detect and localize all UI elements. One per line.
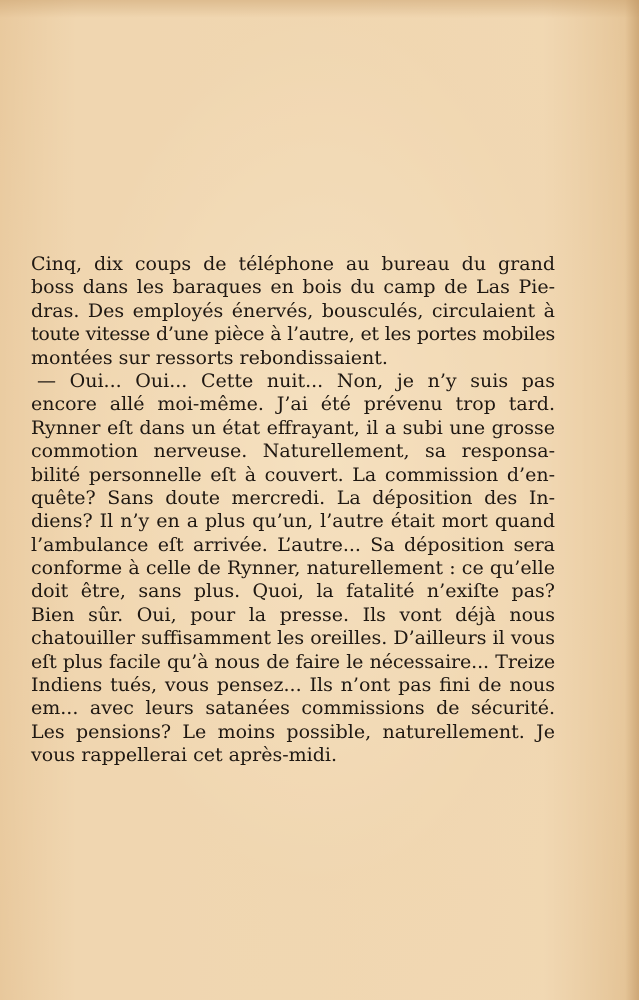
text-line: — Oui... Oui... Cette nuit... Non, je n’y suis pas <box>37 369 555 392</box>
text-line: conforme à celle de Rynner, naturellement : ce qu’elle <box>31 557 555 580</box>
text-line: bilité personnelle eſt à couvert. La commission d’en- <box>31 463 555 486</box>
text-line: doit être, sans plus. Quoi, la fatalité n’exiſte pas? <box>31 580 555 603</box>
body-text <box>31 253 555 768</box>
text-line: Les pensions? Le moins possible, naturellement. Je <box>31 720 555 743</box>
text-line: Bien sûr. Oui, pour la presse. Ils vont déjà nous <box>31 603 555 626</box>
text-line: dras. Des employés énervés, bousculés, circulaient à <box>31 299 555 322</box>
text-line: chatouiller suffisamment les oreilles. D’ailleurs il vous <box>31 627 555 650</box>
text-line: l’ambulance eſt arrivée. L’autre... Sa déposition sera <box>31 533 555 556</box>
text-line: encore allé moi-même. J’ai été prévenu trop tard. <box>31 393 555 416</box>
text-line: em... avec leurs satanées commissions de sécurité. <box>31 697 555 720</box>
text-line: montées sur ressorts rebondissaient. <box>31 346 388 369</box>
text-line: eſt plus facile qu’à nous de faire le nécessaire... Treize <box>31 650 555 673</box>
text-line: toute vitesse d’une pièce à l’autre, et les portes mobiles <box>31 323 555 346</box>
text-line: boss dans les baraques en bois du camp de Las Pie- <box>31 276 555 299</box>
page-top-shadow <box>0 0 639 18</box>
text-line: Indiens tués, vous pensez... Ils n’ont pas fini de nous <box>31 674 555 697</box>
text-line: vous rappellerai cet après-midi. <box>31 744 338 767</box>
text-line: diens? Il n’y en a plus qu’un, l’autre était mort quand <box>31 510 555 533</box>
paragraph-1 <box>31 253 555 370</box>
page-right-edge <box>625 0 639 1000</box>
text-line: Rynner eſt dans un état effrayant, il a subi une grosse <box>31 416 555 439</box>
text-line: quête? Sans doute mercredi. La déposition des In- <box>31 486 555 509</box>
paragraph-2 <box>31 370 555 768</box>
text-line: Cinq, dix coups de téléphone au bureau du grand <box>31 253 555 275</box>
text-line: commotion nerveuse. Naturellement, sa responsa- <box>31 440 555 463</box>
